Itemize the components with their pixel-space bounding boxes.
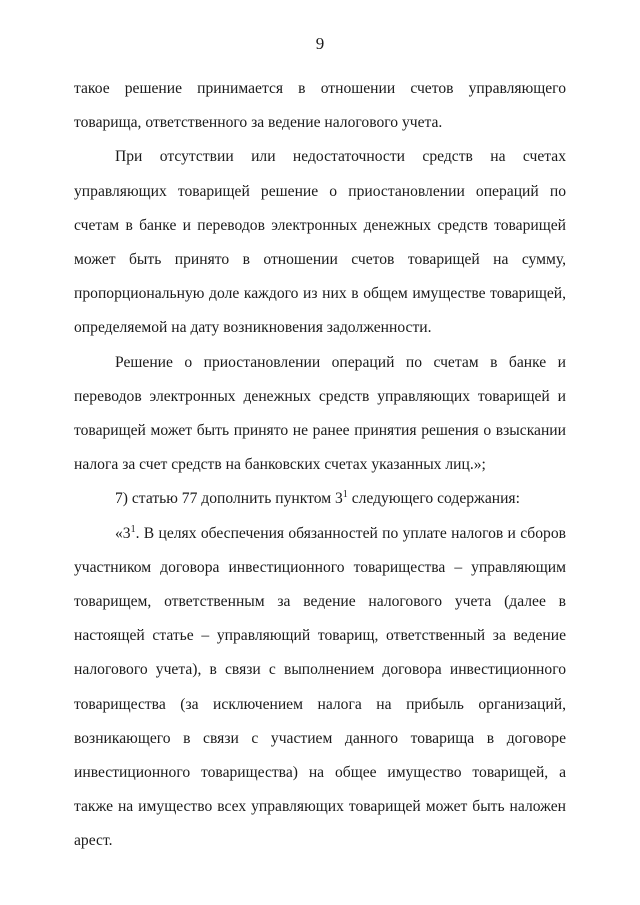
item-7-amendment	[74, 482, 566, 516]
clause-text: . В целях обеспечения обязанностей по уплате налогов и сборов участником договора инвестиционного товарищества – управляющим товарищем, ответственным за ведение налогового учета (далее в настоящей статье – управляющий товарищ, ответственный за ведение налогового учета), в связи с выполнением договора инвестиционного товарищества (за исключением налога на прибыль организаций, возникающего в связи с участием данного товарища в договоре инвестиционного товарищества) на общее имущество товарищей, а также на имущество всех управляющих товарищей может быть наложен арест.	[74, 524, 566, 850]
clause-number: «3	[115, 524, 131, 542]
document-body	[74, 72, 566, 859]
clause-superscript: 1	[130, 523, 136, 535]
paragraph-insufficient-funds: При отсутствии или недостаточности средств на счетах управляющих товарищей решение о приостановлении операций по счетам в банке и переводов электронных денежных средств товарищей может быть принято в отношении счетов товарищей на сумму, пропорциональную доле каждого из них в общем имуществе товарищей, определяемой на дату возникновения задолженности.	[74, 148, 566, 337]
item-7-text: 7) статью 77 дополнить пунктом 3	[115, 490, 343, 508]
paragraph-continuation: такое решение принимается в отношении счетов управляющего товарища, ответственного за ведение налогового учета.	[74, 80, 566, 132]
item-7-text-end: следующего содержания:	[347, 490, 520, 508]
item-7-superscript: 1	[342, 489, 348, 501]
page-number: 9	[315, 34, 325, 53]
paragraph-suspension-decision: Решение о приостановлении операций по счетам в банке и переводов электронных денежных средств управляющих товарищей и товарищей может быть принято не ранее принятия решения о взыскании налога за счет средств на банковских счетах указанных лиц.»;	[74, 353, 566, 474]
clause-3-1	[74, 517, 566, 859]
